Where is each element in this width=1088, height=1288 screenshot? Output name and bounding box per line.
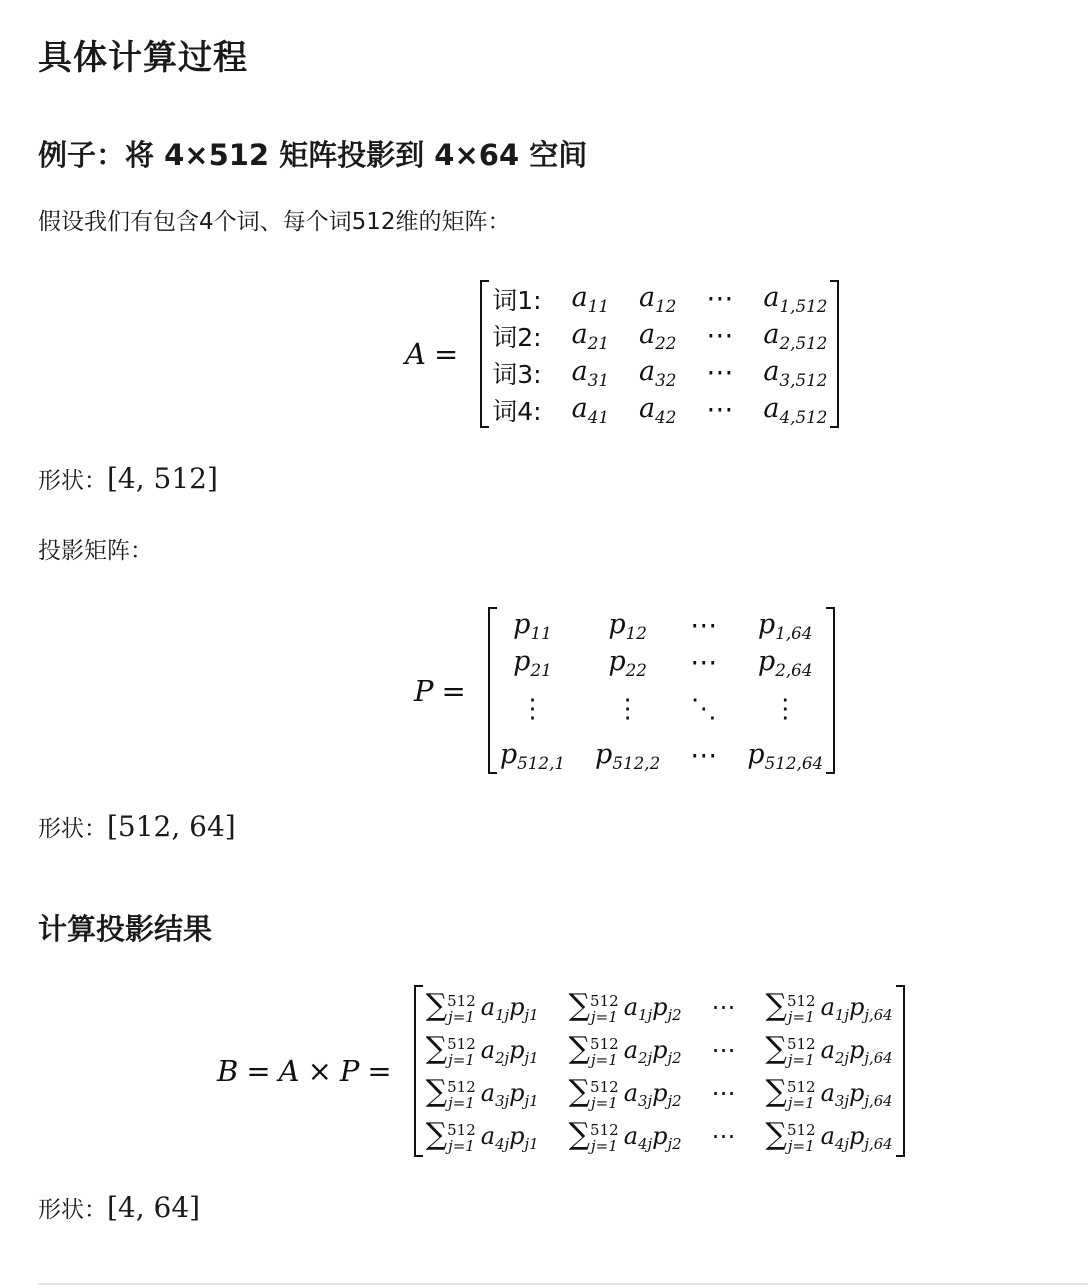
matrix-p-brackets: [488, 607, 835, 774]
matrix-p-equation: [414, 607, 835, 774]
matrix-row: ∑ 512 j=1 $a_{1j}p_{j1}$ ∑ 512 j=1 $a_{1j}p_{j2}$ ⋯ ∑ 512 j=1 $a_{1j}p_{j,64}$: [425, 988, 893, 1026]
shape-p-value: [512, 64]: [107, 810, 236, 843]
shape-a-value: [4, 512]: [107, 462, 218, 495]
matrix-p: [498, 607, 825, 774]
matrix-row: ∑ 512 j=1 $a_{3j}p_{j1}$ ∑ 512 j=1 $a_{3j}p_{j2}$ ⋯ ∑ 512 j=1 $a_{3j}p_{j,64}$: [425, 1074, 893, 1112]
matrix-p-lhs: P =: [414, 673, 466, 708]
matrix-row: 词1: $a_{11}$ $a_{12}$ ⋯ $a_{1,512}$: [492, 281, 828, 316]
matrix-b: [424, 985, 895, 1157]
horizontal-divider: [38, 1283, 1088, 1285]
matrix-row: 词2: $a_{21}$ $a_{22}$ ⋯ $a_{2,512}$: [492, 318, 828, 353]
shape-a-line: 形状：[4, 512]: [38, 462, 218, 495]
page-title: 具体计算过程: [38, 38, 248, 78]
example-heading: 例子：将 4×512 矩阵投影到 4×64 空间: [38, 138, 588, 172]
result-heading: 计算投影结果: [38, 912, 213, 946]
shape-b-value: [4, 64]: [107, 1191, 201, 1224]
shape-p-line: 形状：[512, 64]: [38, 810, 236, 843]
matrix-row: ∑ 512 j=1 $a_{4j}p_{j1}$ ∑ 512 j=1 $a_{4j}p_{j2}$ ⋯ ∑ 512 j=1 $a_{4j}p_{j,64}$: [425, 1117, 893, 1155]
matrix-row-ellipsis: ⋮ ⋮ ⋱ ⋮: [519, 694, 799, 724]
matrix-row: $p_{11}$ $p_{12}$ ⋯ $p_{1,64}$: [513, 608, 813, 643]
shape-b-line: 形状：[4, 64]: [38, 1191, 201, 1224]
matrix-b-equation: [217, 985, 905, 1157]
intro-paragraph: 假设我们有包含4个词、每个词512维的矩阵：: [38, 209, 511, 235]
matrix-row: 词4: $a_{41}$ $a_{42}$ ⋯ $a_{4,512}$: [492, 392, 828, 427]
matrix-row: $p_{21}$ $p_{22}$ ⋯ $p_{2,64}$: [513, 645, 813, 680]
matrix-row: ∑ 512 j=1 $a_{2j}p_{j1}$ ∑ 512 j=1 $a_{2j}p_{j2}$ ⋯ ∑ 512 j=1 $a_{2j}p_{j,64}$: [425, 1031, 893, 1069]
matrix-a-brackets: [480, 280, 839, 428]
matrix-row: $p_{512,1}$ $p_{512,2}$ ⋯ $p_{512,64}$: [499, 738, 824, 773]
matrix-b-lhs: B = A × P =: [217, 1054, 392, 1088]
matrix-a-equation: [405, 280, 839, 428]
projection-intro: 投影矩阵：: [38, 538, 153, 564]
matrix-row: 词3: $a_{31}$ $a_{32}$ ⋯ $a_{3,512}$: [492, 355, 828, 390]
matrix-a-lhs: A =: [405, 337, 459, 371]
matrix-b-brackets: [414, 985, 905, 1157]
matrix-a: [490, 280, 829, 428]
